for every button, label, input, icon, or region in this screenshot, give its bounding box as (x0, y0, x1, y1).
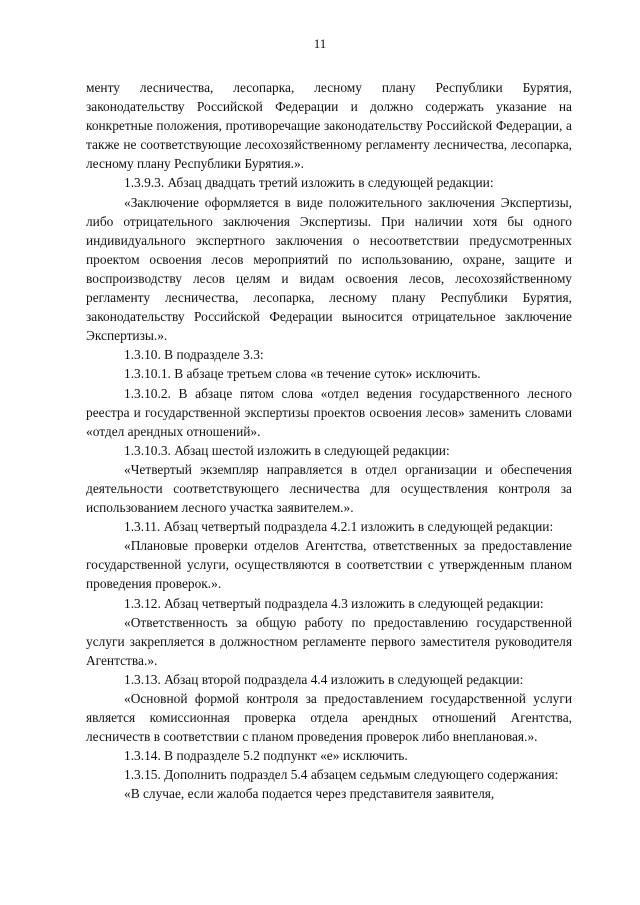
paragraph: 1.3.10.2. В абзаце пятом слова «отдел ведения государственного лесного реестра и государственной экспертизы проектов освоения лесов» заменить словами «отдел арендных отношений». (86, 385, 572, 439)
paragraph: «Ответственность за общую работу по предоставлению государственной услуги закрепляется в должностном регламенте первого заместителя руководителя Агентства.». (86, 614, 572, 668)
paragraph: 1.3.10.3. Абзац шестой изложить в следующей редакции: (124, 442, 450, 458)
paragraph: 1.3.10. В подразделе 3.3: (124, 347, 264, 363)
paragraph: 1.3.9.3. Абзац двадцать третий изложить в следующей редакции: (124, 175, 494, 191)
paragraph: 1.3.10.1. В абзаце третьем слова «в течение суток» исключить. (124, 366, 481, 382)
paragraph: «Основной формой контроля за предоставлением государственной услуги является комиссионная проверка отдела арендных отношений Агентства, лесничеств в соответствии с планом проведения проверок либо внеплановая.». (86, 691, 572, 745)
paragraph: «В случае, если жалоба подается через представителя заявителя, (124, 786, 495, 802)
page-number: 11 (313, 36, 327, 51)
paragraph: 1.3.12. Абзац четвертый подраздела 4.3 изложить в следующей редакции: (124, 595, 544, 611)
document-body (86, 78, 572, 804)
paragraph: менту лесничества, лесопарка, лесному плану Республики Бурятия, законодательству Российской Федерации и должно содержать указание на конкретные положения, противоречащие законодательству Российской Федерации, а также не соответствующие лесохозяйственному регламенту лесничества, лесопарка, лесному плану Республики Бурятия.». (86, 80, 572, 172)
paragraph: 1.3.13. Абзац второй подраздела 4.4 изложить в следующей редакции: (124, 671, 524, 687)
paragraph: «Плановые проверки отделов Агентства, ответственных за предоставление государственной услуги, осуществляются в соответствии с утвержденным планом проведения проверок.». (86, 538, 572, 592)
paragraph: «Четвертый экземпляр направляется в отдел организации и обеспечения деятельности соответствующего лесничества для осуществления контроля за использованием лесного участка заявителем.». (86, 461, 572, 516)
paragraph: 1.3.14. В подразделе 5.2 подпункт «е» исключить. (124, 748, 408, 764)
paragraph: 1.3.15. Дополнить подраздел 5.4 абзацем седьмым следующего содержания: (124, 767, 559, 783)
paragraph: 1.3.11. Абзац четвертый подраздела 4.2.1 изложить в следующей редакции: (124, 519, 554, 535)
paragraph: «Заключение оформляется в виде положительного заключения Экспертизы, либо отрицательного заключения Экспертизы. При наличии хотя бы одного индивидуального экспертного заключения о несоответствии предусмотренных проектом освоения лесов мероприятий по использованию, охране, защите и воспроизводству лесов целям и видам освоения лесов, лесохозяйственному регламенту лесничества, лесопарка, лесному плану Республики Бурятия, законодательству Российской Федерации выносится отрицательное заключение Экспертизы.». (86, 194, 572, 344)
